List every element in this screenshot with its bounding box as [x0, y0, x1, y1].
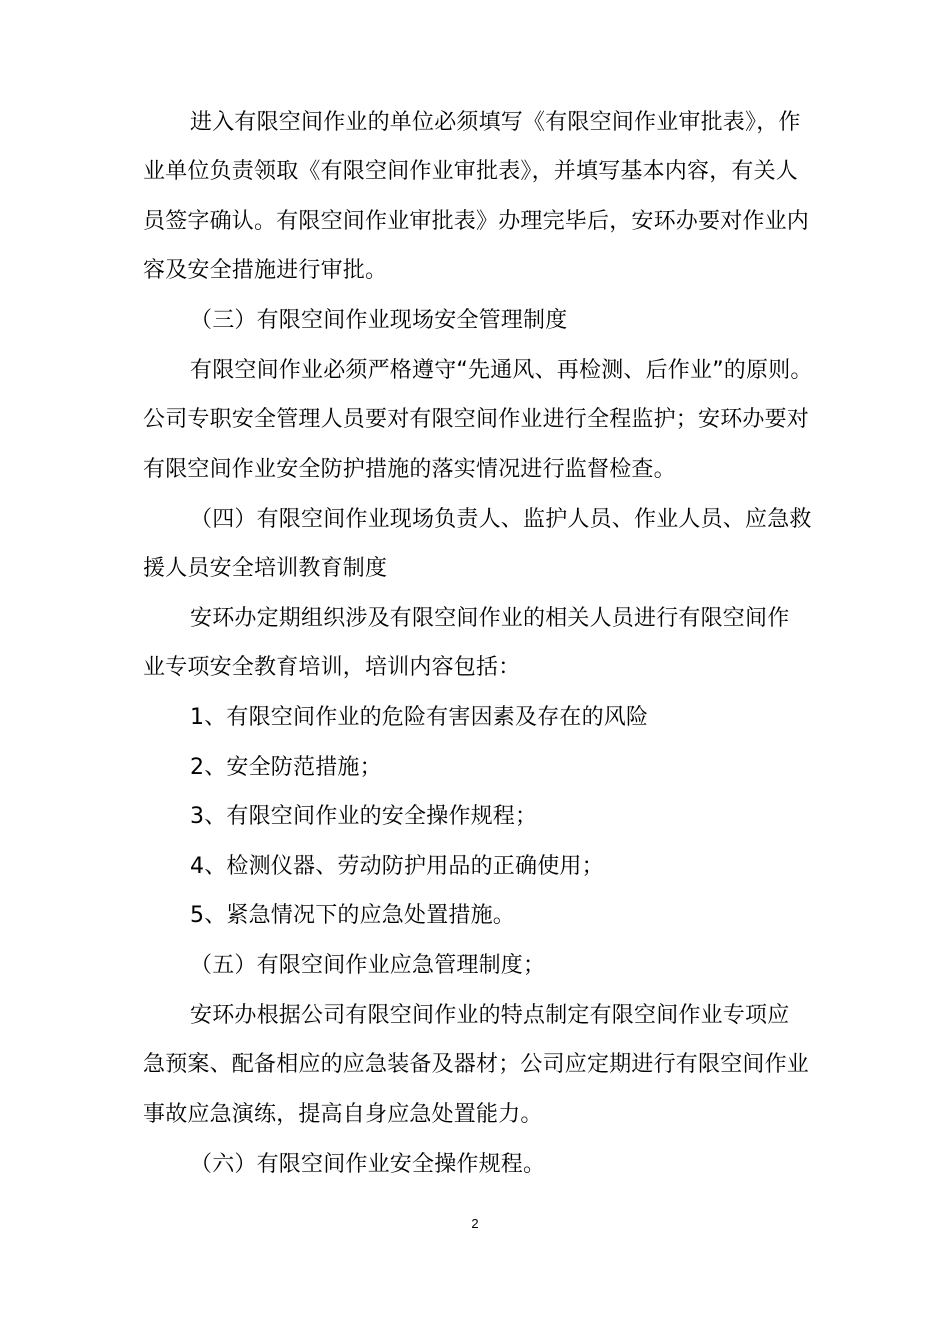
- section-heading: （六）有限空间作业安全操作规程。: [190, 1152, 546, 1177]
- page-number: 2: [471, 1216, 479, 1231]
- section-heading-continued: 援人员安全培训教育制度: [143, 556, 388, 581]
- paragraph-line: 员签字确认。有限空间作业审批表》办理完毕后，安环办要对作业内: [143, 209, 810, 234]
- section-heading: （三）有限空间作业现场安全管理制度: [190, 308, 568, 333]
- paragraph-line: 安环办根据公司有限空间作业的特点制定有限空间作业专项应: [190, 1003, 790, 1028]
- paragraph-line: 事故应急演练，提高自身应急处置能力。: [143, 1102, 543, 1127]
- list-item: 2、安全防范措施；: [190, 755, 382, 780]
- paragraph-line: 容及安全措施进行审批。: [143, 258, 388, 283]
- list-item: 1、有限空间作业的危险有害因素及存在的风险: [190, 705, 649, 730]
- paragraph-line: 公司专职安全管理人员要对有限空间作业进行全程监护；安环办要对: [143, 407, 810, 432]
- paragraph-line: 安环办定期组织涉及有限空间作业的相关人员进行有限空间作: [190, 606, 790, 631]
- list-item: 3、有限空间作业的安全操作规程；: [190, 804, 538, 829]
- list-item: 5、紧急情况下的应急处置措施。: [190, 903, 515, 928]
- paragraph-line: 业专项安全教育培训，培训内容包括：: [143, 655, 521, 680]
- paragraph-line: 业单位负责领取《有限空间作业审批表》，并填写基本内容，有关人: [143, 159, 799, 184]
- section-heading: （五）有限空间作业应急管理制度；: [190, 953, 546, 978]
- section-heading: （四）有限空间作业现场负责人、监护人员、作业人员、应急救: [190, 507, 812, 532]
- paragraph-line: 有限空间作业必须严格遵守“先通风、再检测、后作业”的原则。: [190, 358, 813, 383]
- paragraph-line: 进入有限空间作业的单位必须填写《有限空间作业审批表》，作: [190, 110, 801, 135]
- paragraph-line: 急预案、配备相应的应急装备及器材；公司应定期进行有限空间作业: [143, 1052, 810, 1077]
- paragraph-line: 有限空间作业安全防护措施的落实情况进行监督检查。: [143, 457, 676, 482]
- list-item: 4、检测仪器、劳动防护用品的正确使用；: [190, 854, 604, 879]
